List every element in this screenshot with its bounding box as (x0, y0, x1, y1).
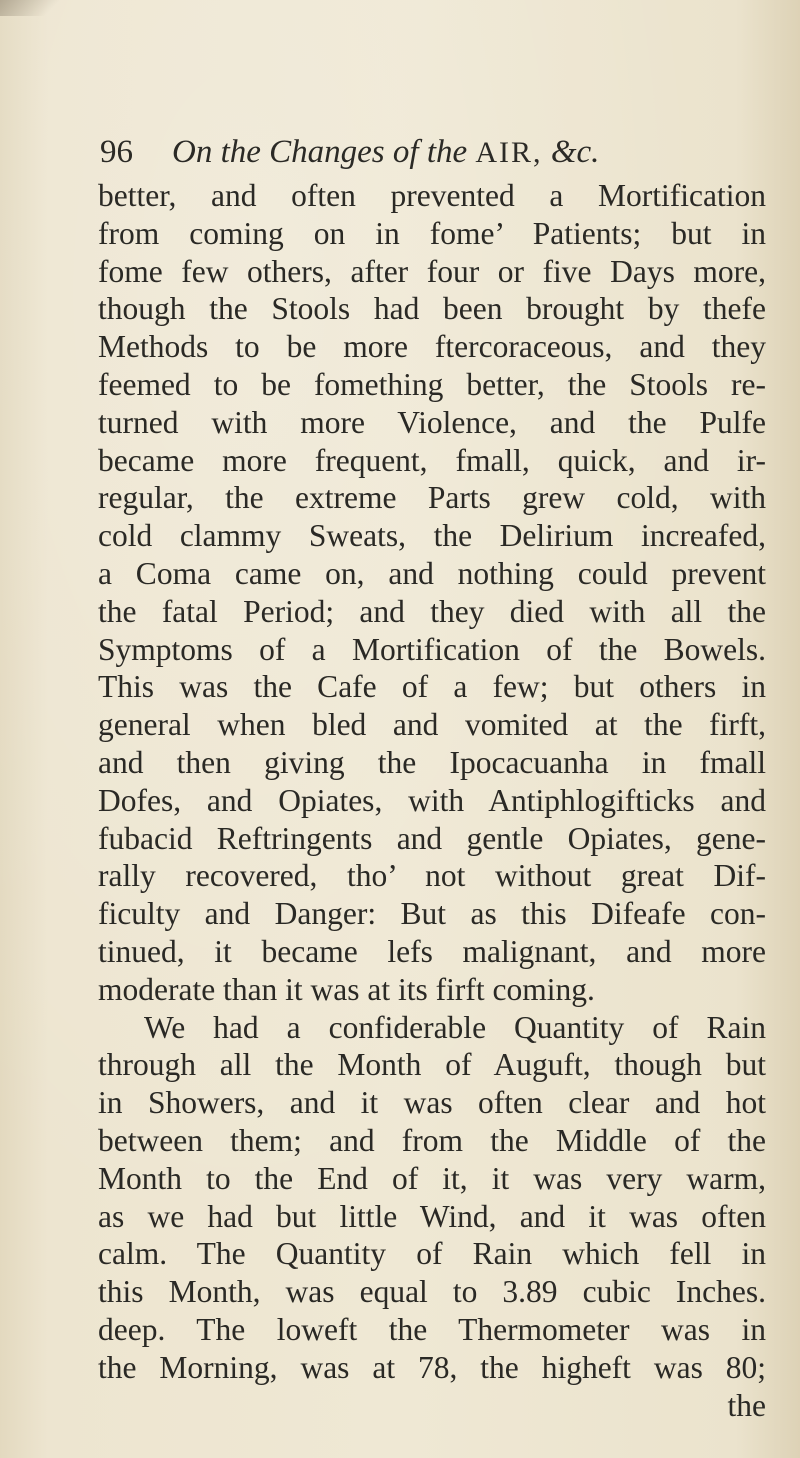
text-line: Methods to be more ftercoraceous, and they (98, 329, 766, 365)
text-line: cold clammy Sweats, the Delirium increafed, (98, 518, 766, 554)
text-line: between them; and from the Middle of the (98, 1122, 766, 1158)
text-line: Month to the End of it, it was very warm, (98, 1160, 766, 1196)
running-title-caps: AIR, (475, 136, 543, 169)
text-line: This was the Cafe of a few; but others in (98, 669, 766, 705)
text-line: turned with more Violence, and the Pulfe (98, 404, 766, 440)
text-line: in Showers, and it was often clear and hot (98, 1085, 766, 1121)
text-line: fome few others, after four or five Days more, (98, 253, 766, 289)
text-line: a Coma came on, and nothing could prevent (98, 555, 766, 591)
text-line: tinued, it became lefs malignant, and more (98, 933, 766, 969)
text-line: though the Stools had been brought by thefe (98, 291, 766, 327)
page-number: 96 (100, 134, 133, 170)
text-line: from coming on in fome’ Patients; but in (98, 215, 766, 251)
text-line: became more frequent, fmall, quick, and ir- (98, 442, 766, 478)
text-line: ficulty and Danger: But as this Difeafe con- (98, 896, 766, 932)
text-line: as we had but little Wind, and it was often (98, 1198, 766, 1234)
text-line: calm. The Quantity of Rain which fell in (98, 1236, 766, 1272)
text-line: regular, the extreme Parts grew cold, with (98, 480, 766, 516)
paragraph-start-line: We had a confiderable Quantity of Rain (144, 1009, 766, 1045)
text-line: this Month, was equal to 3.89 cubic Inches. (98, 1274, 766, 1310)
text-line: better, and often prevented a Mortification (98, 178, 766, 213)
text-line: Symptoms of a Mortification of the Bowels. (98, 631, 766, 667)
text-line: through all the Month of Auguft, though but (98, 1047, 766, 1083)
text-line: feemed to be fomething better, the Stools re- (98, 366, 766, 402)
text-line: fubacid Reftringents and gentle Opiates, gene- (98, 820, 766, 856)
running-title-end: &c. (542, 134, 600, 170)
page-corner-stain (0, 0, 60, 16)
running-title: On the Changes of the (172, 134, 476, 170)
text-line: the Morning, was at 78, the higheft was 80; (98, 1349, 766, 1385)
text-line: general when bled and vomited at the firft, (98, 707, 766, 743)
text-line: and then giving the Ipocacuanha in fmall (98, 744, 766, 780)
text-line: Dofes, and Opiates, with Antiphlogifticks and (98, 782, 766, 818)
text-line: moderate than it was at its firft coming. (98, 971, 595, 1007)
body-text (98, 177, 766, 1424)
catchword: the (727, 1387, 766, 1423)
text-line: rally recovered, tho’ not without great Dif- (98, 858, 766, 894)
text-line: deep. The loweft the Thermometer was in (98, 1311, 766, 1347)
page-header (100, 130, 760, 174)
text-line: the fatal Period; and they died with all the (98, 593, 766, 629)
